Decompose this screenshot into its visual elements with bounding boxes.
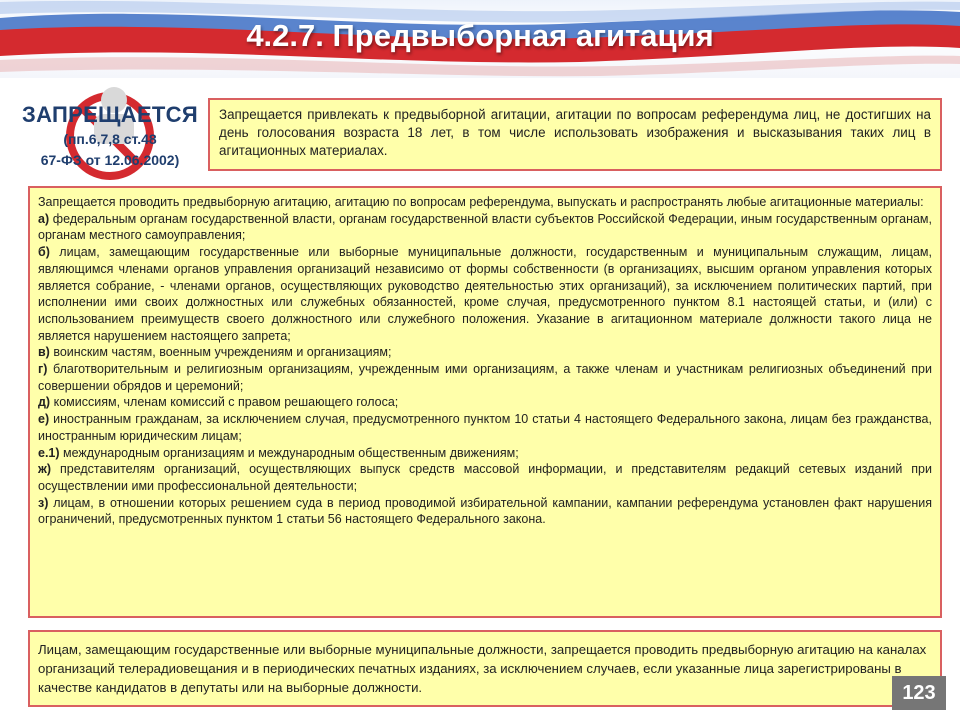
list-item-text: благотворительным и религиозным организациям, учрежденным ими организациям, а также членам и участникам религиозных объединений при совершении обрядов и церемоний; bbox=[38, 362, 932, 393]
list-item-marker: д) bbox=[38, 395, 51, 410]
list-item bbox=[38, 244, 932, 344]
stamp-reference-line-2: 67-ФЗ от 12.06.2002) bbox=[40, 152, 180, 168]
list-item-marker: е.1) bbox=[38, 445, 60, 460]
list-item bbox=[38, 211, 932, 244]
list-item bbox=[38, 394, 932, 411]
header-banner bbox=[0, 0, 960, 78]
list-item bbox=[38, 411, 932, 444]
list-item-marker: а) bbox=[38, 211, 50, 226]
top-rule-box: Запрещается привлекать к предвыборной агитации, агитации по вопросам референдума лиц, не достигших на день голосования возраста 18 лет, в том числе использовать изображения и высказывания таких лиц в агитационных материалах. bbox=[208, 98, 942, 171]
list-item-marker: в) bbox=[38, 345, 50, 360]
list-item bbox=[38, 361, 932, 394]
list-item-marker: г) bbox=[38, 362, 48, 377]
list-item bbox=[38, 344, 932, 361]
page-number-badge: 123 bbox=[892, 676, 946, 710]
stamp-reference-line-1: (пп.6,7,8 ст.48 bbox=[63, 131, 157, 147]
list-item-text: международным организациям и международным общественным движениям; bbox=[63, 445, 519, 460]
list-item-text: комиссиям, членам комиссий с правом решающего голоса; bbox=[53, 395, 399, 410]
list-item-text: воинским частям, военным учреждениям и организациям; bbox=[53, 345, 392, 360]
list-item-text: представителям организаций, осуществляющих выпуск средств массовой информации, и представителям редакций сетевых изданий при осуществлении ими профессиональной деятельности; bbox=[38, 462, 932, 493]
bottom-rule-box: Лицам, замещающим государственные или выборные муниципальные должности, запрещается проводить предвыборную агитацию на каналах организаций телерадиовещания и в периодических печатных изданиях, за исключением случаев, если указанные лица зарегистрированы в качестве кандидатов в депутаты или на выборные должности. bbox=[28, 630, 942, 707]
list-item-text: иностранным гражданам, за исключением случая, предусмотренного пунктом 10 статьи 4 настоящего Федерального закона, лицам без гражданства, иностранным юридическим лицам; bbox=[38, 412, 932, 443]
list-item-marker: е) bbox=[38, 412, 50, 427]
list-item-marker: ж) bbox=[38, 462, 52, 477]
main-rule-intro: Запрещается проводить предвыборную агитацию, агитацию по вопросам референдума, выпускать и распространять любые агитационные материалы: bbox=[38, 195, 924, 209]
stamp-heading: ЗАПРЕЩАЕТСЯ bbox=[22, 102, 198, 127]
list-item bbox=[38, 461, 932, 494]
list-item bbox=[38, 495, 932, 528]
prohibition-stamp bbox=[22, 80, 198, 180]
list-item bbox=[38, 445, 932, 462]
list-item-marker: б) bbox=[38, 245, 50, 260]
list-item-marker: з) bbox=[38, 495, 49, 510]
list-item-text: лицам, замещающим государственные или выборные муниципальные должности, государственным и муниципальным служащим, лицам, являющимся членами органов управления организаций независимо от формы собственности (в организациях, высшим органом управления которых является собрание, - членами органов, осуществляющих руководство деятельностью этих организаций), за исключением политических партий, при исполнении ими своих должностных или служебных обязанностей, кроме случая, предусмотренного пунктом 8.1 настоящей статьи, и (или) с использованием преимуществ своего должностного или служебного положения. Указание в агитационном материале должности такого лица не является нарушением настоящего запрета; bbox=[38, 245, 932, 343]
list-item-text: лицам, в отношении которых решением суда в период проводимой избирательной кампании, кампании референдума установлен факт нарушения ограничений, предусмотренных пунктом 1 статьи 56 настоящего Федерального закона. bbox=[38, 495, 932, 527]
list-item-text: федеральным органам государственной власти, органам государственной власти субъектов Российской Федерации, иным государственным органам, органам местного самоуправления; bbox=[38, 211, 932, 243]
main-rule-box bbox=[28, 186, 942, 618]
page-title: 4.2.7. Предвыборная агитация bbox=[246, 18, 714, 53]
